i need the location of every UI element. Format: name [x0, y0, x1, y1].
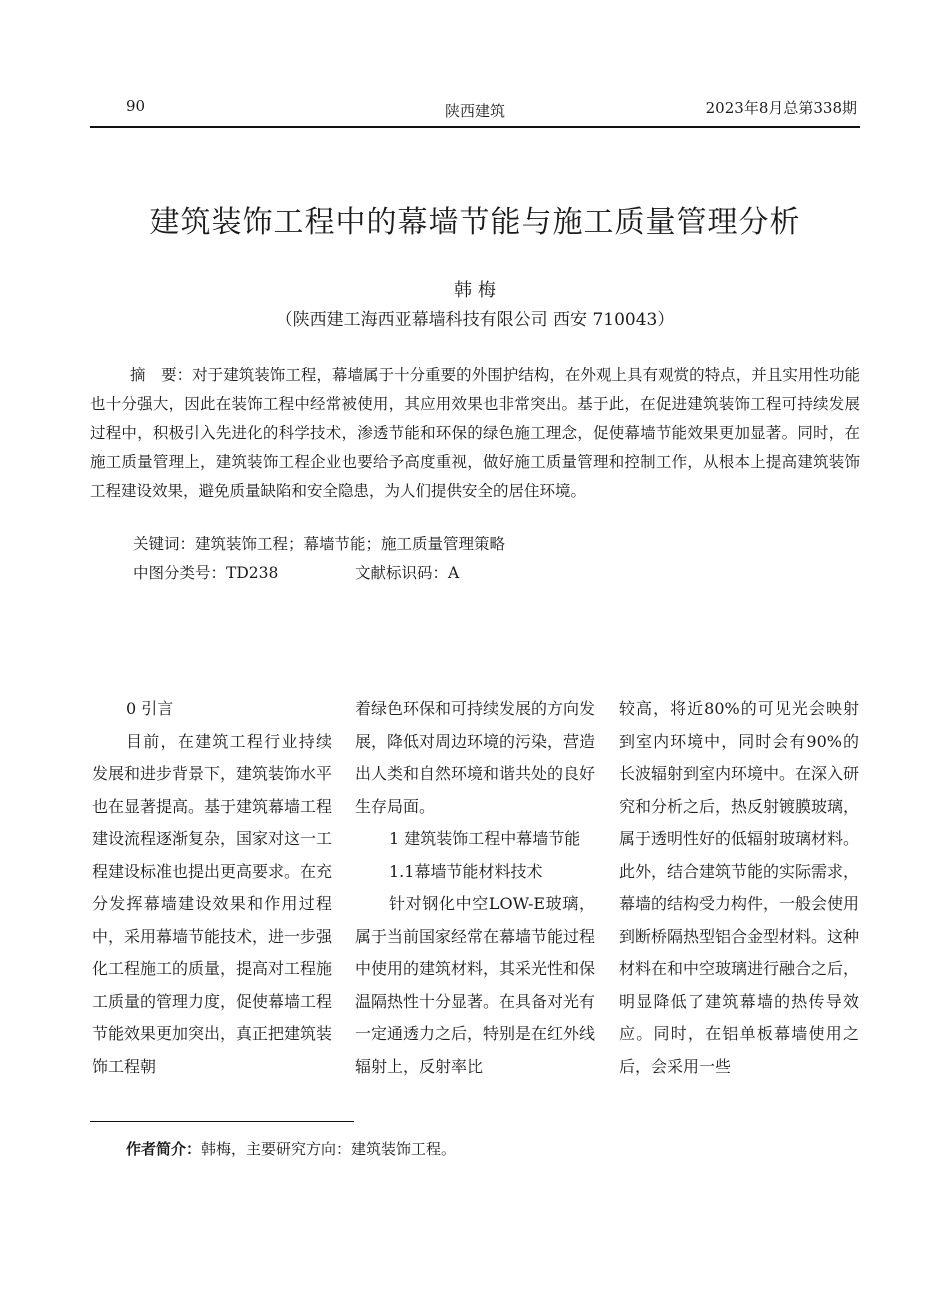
article-title: 建筑装饰工程中的幕墙节能与施工质量管理分析 — [149, 205, 801, 240]
footnote-rule — [90, 1121, 354, 1122]
classification-number: 中图分类号：TD238 — [133, 564, 279, 582]
paragraph: 着绿色环保和可持续发展的方向发展，降低对周边环境的污染，营造出人类和自然环境和谐共处的良好生存局面。 — [355, 699, 596, 816]
abstract — [90, 361, 860, 506]
abstract-text: 摘 要：对于建筑装饰工程，幕墙属于十分重要的外围护结构，在外观上具有观赏的特点，并且实用性功能也十分强大，因此在装饰工程中经常被使用，其应用效果也非常突出。基于此，在促进建筑装饰工程可持续发展过程中，积极引入先进化的科学技术，渗透节能和环保的绿色施工理念，促使幕墙节能效果更加显著。同时，在施工质量管理上，建筑装饰工程企业也要给予高度重视，做好施工质量管理和控制工作，从根本上提高建筑装饰工程建设效果，避免质量缺陷和安全隐患，为人们提供安全的居住环境。 — [90, 366, 860, 500]
footnote-text: 韩梅，主要研究方向：建筑装饰工程。 — [201, 1140, 457, 1158]
paragraph: 目前，在建筑工程行业持续发展和进步背景下，建筑装饰水平也在显著提高。基于建筑幕墙工程建设流程逐渐复杂，国家对这一工程建设标准也提出更高要求。在充分发挥幕墙建设效果和作用过程中，采用幕墙节能技术，进一步强化工程施工的质量，提高对工程施工质量的管理力度，促使幕墙工程节能效果更加突出，真正把建筑装饰工程朝 — [92, 731, 333, 1076]
keywords: 关键词：建筑装饰工程；幕墙节能；施工质量管理策略 — [133, 535, 506, 553]
body-column-3 — [619, 693, 859, 1083]
paragraph: 较高，将近80%的可见光会映射到室内环境中，同时会有90%的长波辐射到室内环境中。在深入研究和分析之后，热反射镀膜玻璃，属于透明性好的低辐射玻璃材料。此外，结合建筑节能的实际需求，幕墙的结构受力构件，一般会使用到断桥隔热型铝合金型材料。这种材料在和中空玻璃进行融合之后，明显降低了建筑幕墙的热传导效应。同时，在铝单板幕墙使用之后，会采用一些 — [619, 699, 860, 1076]
header-rule — [90, 126, 860, 128]
page-number: 90 — [126, 97, 146, 115]
document-code: 文献标识码：A — [355, 564, 460, 582]
author-name: 韩 梅 — [454, 280, 496, 301]
author-affiliation: （陕西建工海西亚幕墙科技有限公司 西安 710043） — [275, 310, 675, 330]
author-footnote — [126, 1138, 456, 1159]
body-column-1 — [92, 693, 332, 1083]
body-column-2 — [355, 693, 595, 1083]
footnote-label: 作者简介： — [126, 1140, 202, 1158]
section-heading: 0 引言 — [126, 699, 174, 718]
journal-name: 陕西建筑 — [444, 102, 505, 120]
issue-info: 2023年8月总第338期 — [705, 99, 857, 117]
paragraph: 针对钢化中空LOW-E玻璃，属于当前国家经常在幕墙节能过程中使用的建筑材料，其采光性和保温隔热性十分显著。在具备对光有一定通透力之后，特别是在红外线辐射上，反射率比 — [355, 894, 596, 1076]
subsection-heading: 1.1幕墙节能材料技术 — [389, 861, 543, 881]
section-heading: 1 建筑装饰工程中幕墙节能 — [389, 829, 581, 848]
